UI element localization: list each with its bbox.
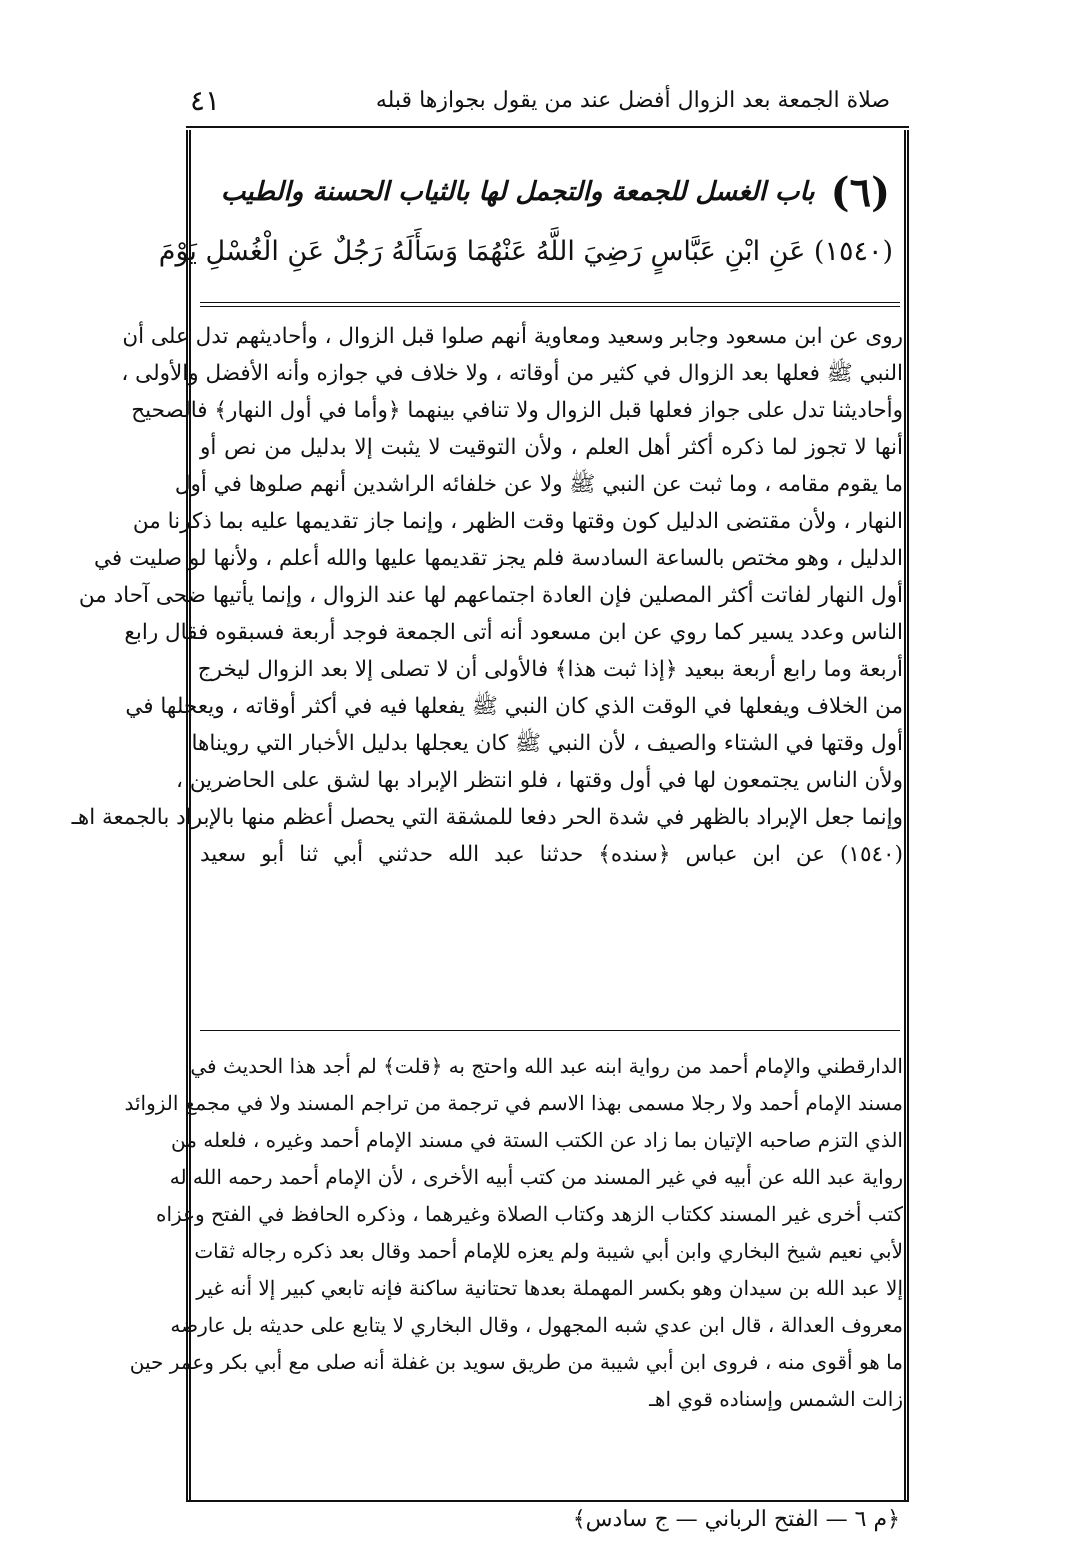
footnote-line: معروف العدالة ، قال ابن عدي شبه المجهول ، وقال البخاري لا يتابع على حديثه بل عارضه (170, 1313, 903, 1337)
text-line: النهار ، ولأن مقتضى الدليل كون وقتها وقت الظهر ، وإنما جاز تقديمها عليه بما ذكرنا من (132, 509, 903, 534)
footnote-line: الذي التزم صاحبه الإتيان بما زاد عن الكتب الستة في مسند الإمام أحمد وغيره ، فلعله من (171, 1128, 903, 1152)
footnotes-section (124, 1048, 903, 1448)
text-line: (١٥٤٠) عن ابن عباس ﴿سنده﴾ حدثنا عبد الله حدثني أبي ثنا أبو سعيد (200, 842, 903, 867)
text-line: أول وقتها في الشتاء والصيف ، لأن النبي ﷺ كان يعجلها بدليل الأخبار التي رويناها (191, 731, 903, 756)
chapter-number: (٦) (830, 168, 890, 216)
footnote-line: الدارقطني والإمام أحمد من رواية ابنه عبد الله واحتج به ﴿قلت﴾ لم أجد هذا الحديث في (190, 1054, 903, 1078)
commentary-section (71, 318, 903, 1023)
footnote-line: كتب أخرى غير المسند ككتاب الزهد وكتاب الصلاة وغيرهما ، وذكره الحافظ في الفتح وعزاه (156, 1202, 903, 1226)
running-header (190, 80, 890, 120)
text-line: من الخلاف ويفعلها في الوقت الذي كان النبي ﷺ يفعلها فيه في أكثر أوقاته ، ويعجلها في (125, 694, 903, 719)
text-line: ما يقوم مقامه ، وما ثبت عن النبي ﷺ ولا عن خلفائه الراشدين أنهم صلوها في أول (174, 472, 903, 497)
divider (200, 302, 900, 303)
chapter-heading (210, 160, 890, 224)
page-number: ٤١ (190, 83, 221, 117)
footnote-line: مسند الإمام أحمد ولا رجلا مسمى بهذا الاسم في ترجمة من تراجم المسند ولا في مجمع الزوائد (124, 1091, 903, 1115)
footnote-line: إلا عبد الله بن سيدان وهو بكسر المهملة بعدها تحتانية ساكنة فإنه تابعي كبير إلا أنه غير (196, 1276, 903, 1300)
text-line: الدليل ، وهو مختص بالساعة السادسة فلم يجز تقديمها عليها والله أعلم ، ولأنها لو صليت في (94, 546, 903, 571)
footnote-line: ما هو أقوى منه ، فروى ابن أبي شيبة من طريق سويد بن غفلة أنه صلى مع أبي بكر وعمر حين (129, 1350, 903, 1374)
text-line: ولأن الناس يجتمعون لها في أول وقتها ، فلو انتظر الإبراد بها لشق على الحاضرين ، (176, 768, 903, 793)
hadith-text: (١٥٤٠) عَنِ ابْنِ عَبَّاسٍ رَضِيَ اللَّهُ عَنْهُمَا وَسَأَلَهُ رَجُلٌ عَنِ الْغُسْلِ يَوْمَ (158, 236, 893, 267)
text-line: أنها لا تجوز لما ذكره أكثر أهل العلم ، ولأن التوقيت لا يثبت إلا بدليل من نص أو (200, 435, 903, 460)
footnote-line: لأبي نعيم شيخ البخاري وابن أبي شيبة ولم يعزه للإمام أحمد وقال بعد ذكره رجاله ثقات (194, 1239, 903, 1263)
footer-signature: ﴿م ٦ — الفتح الرباني — ج سادس﴾ (572, 1507, 900, 1532)
text-line: وإنما جعل الإبراد بالظهر في شدة الحر دفعا للمشقة التي يحصل أعظم منها بالإبراد بالجمعة اهـ (71, 805, 903, 830)
text-line: وأحاديثنا تدل على جواز فعلها قبل الزوال ولا تنافي بينهما ﴿وأما في أول النهار﴾ فالصحيح (131, 398, 903, 423)
chapter-title: باب الغسل للجمعة والتجمل لها بالثياب الحسنة والطيب (220, 177, 815, 207)
footnote-line: رواية عبد الله عن أبيه في غير المسند من كتب أبيه الأخرى ، لأن الإمام أحمد رحمه الله له (169, 1165, 903, 1189)
divider (200, 306, 900, 307)
header-title: صلاة الجمعة بعد الزوال أفضل عند من يقول بجوازها قبله (375, 87, 890, 113)
text-line: أول النهار لفاتت أكثر المصلين فإن العادة اجتماعهم لها عند الزوال ، وإنما يأتيها ضحى آحاد من (78, 583, 903, 608)
text-line: النبي ﷺ فعلها بعد الزوال في كثير من أوقاته ، ولا خلاف في جوازه وأنه الأفضل والأولى ، (121, 361, 903, 386)
text-line: الناس وعدد يسير كما روي عن ابن مسعود أنه أتى الجمعة فوجد أربعة فسبقوه فقال رابع (124, 620, 903, 645)
text-line: أربعة وما رابع أربعة ببعيد ﴿إذا ثبت هذا﴾ فالأولى أن لا تصلى إلا بعد الزوال ليخرج (197, 657, 903, 682)
footnote-line: زالت الشمس وإسناده قوي اهـ (649, 1387, 903, 1411)
text-line: روى عن ابن مسعود وجابر وسعيد ومعاوية أنهم صلوا قبل الزوال ، وأحاديثهم تدل على أن (122, 324, 903, 349)
frame-top-rule (186, 126, 909, 128)
divider (200, 1030, 900, 1031)
